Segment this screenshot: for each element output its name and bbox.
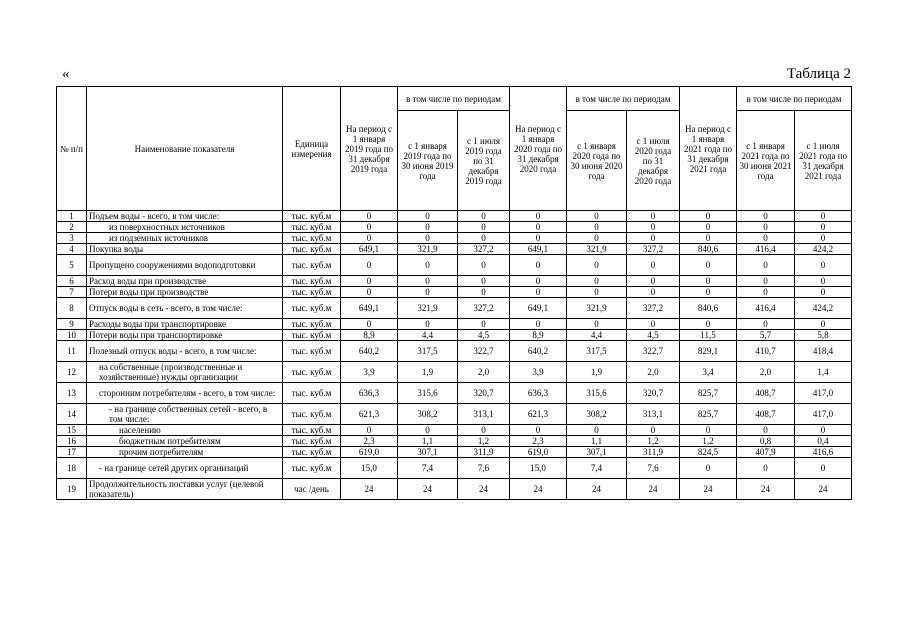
row-value: 0 (458, 222, 510, 233)
row-value: 0 (737, 211, 795, 222)
row-value: 640,2 (510, 341, 567, 362)
row-value: 311,9 (627, 447, 680, 458)
row-value: 322,7 (627, 341, 680, 362)
row-value: 410,7 (737, 341, 795, 362)
row-value: 307,1 (398, 447, 458, 458)
row-value: 649,1 (341, 298, 398, 319)
row-value: 3,4 (680, 362, 737, 383)
row-value: 0 (458, 255, 510, 276)
row-value: 313,1 (627, 404, 680, 425)
row-value: 24 (737, 479, 795, 500)
header-period-2019: На период с 1 января 2019 года по 31 декабря 2019 года (341, 87, 398, 211)
header-name: Наименование показателя (87, 87, 283, 211)
row-value: 0 (680, 458, 737, 479)
row-value: 0 (627, 276, 680, 287)
row-value: 0 (341, 233, 398, 244)
row-value: 0 (458, 425, 510, 436)
row-value: 321,9 (567, 244, 627, 255)
header-group-2020: в том числе по периодам (567, 87, 680, 111)
row-value: 24 (458, 479, 510, 500)
row-value: 0 (510, 276, 567, 287)
row-value: 0 (680, 319, 737, 330)
row-value: 0 (341, 287, 398, 298)
row-value: 24 (680, 479, 737, 500)
row-name: из подземных источников (87, 233, 283, 244)
row-value: 0 (680, 211, 737, 222)
row-value: 0 (737, 319, 795, 330)
row-value: 5,7 (737, 330, 795, 341)
row-value: 308,2 (567, 404, 627, 425)
row-value: 0 (510, 319, 567, 330)
row-name: Пропущено сооружениями водоподготовки (87, 255, 283, 276)
row-value: 24 (795, 479, 852, 500)
row-value: 327,2 (627, 244, 680, 255)
row-unit: час /день (283, 479, 341, 500)
header-period-2021: На период с 1 января 2021 года по 31 декабря 2021 года (680, 87, 737, 211)
table-row (57, 233, 852, 244)
row-value: 8,9 (510, 330, 567, 341)
row-value: 0 (795, 425, 852, 436)
row-value: 619,0 (341, 447, 398, 458)
row-value: 327,2 (458, 244, 510, 255)
row-value: 2,0 (737, 362, 795, 383)
row-number: 11 (57, 341, 87, 362)
row-value: 840,6 (680, 244, 737, 255)
row-value: 0 (398, 425, 458, 436)
row-value: 0 (795, 319, 852, 330)
row-number: 7 (57, 287, 87, 298)
row-value: 320,7 (458, 383, 510, 404)
table-body (57, 211, 852, 500)
row-value: 417,0 (795, 404, 852, 425)
row-value: 0,4 (795, 436, 852, 447)
row-value: 0 (627, 255, 680, 276)
row-value: 2,0 (458, 362, 510, 383)
row-value: 24 (567, 479, 627, 500)
row-unit: тыс. куб.м (283, 298, 341, 319)
row-value: 7,6 (627, 458, 680, 479)
row-value: 0 (567, 222, 627, 233)
row-value: 24 (627, 479, 680, 500)
row-name: Отпуск воды в сеть - всего, в том числе: (87, 298, 283, 319)
row-value: 1,9 (398, 362, 458, 383)
row-unit: тыс. куб.м (283, 341, 341, 362)
row-name: Потери воды при транспортировке (87, 330, 283, 341)
row-value: 0 (567, 319, 627, 330)
row-unit: тыс. куб.м (283, 425, 341, 436)
row-value: 322,7 (458, 341, 510, 362)
row-value: 24 (398, 479, 458, 500)
row-name: - на границе собственных сетей - всего, в том числе: (87, 404, 283, 425)
row-value: 0 (567, 287, 627, 298)
row-unit: тыс. куб.м (283, 211, 341, 222)
row-value: 0 (680, 276, 737, 287)
row-value: 636,3 (510, 383, 567, 404)
row-value: 649,1 (510, 298, 567, 319)
row-unit: тыс. куб.м (283, 362, 341, 383)
row-number: 4 (57, 244, 87, 255)
row-value: 2,0 (627, 362, 680, 383)
header-h1-2021: с 1 января 2021 года по 30 июня 2021 года (737, 111, 795, 211)
row-value: 0 (398, 319, 458, 330)
row-value: 1,2 (627, 436, 680, 447)
table-row (57, 222, 852, 233)
row-value: 0 (567, 233, 627, 244)
row-value: 0 (680, 287, 737, 298)
row-unit: тыс. куб.м (283, 255, 341, 276)
row-value: 321,9 (398, 298, 458, 319)
row-value: 824,5 (680, 447, 737, 458)
row-number: 8 (57, 298, 87, 319)
row-value: 320,7 (627, 383, 680, 404)
row-value: 0 (680, 255, 737, 276)
row-value: 24 (510, 479, 567, 500)
row-value: 4,5 (458, 330, 510, 341)
row-name: Покупка воды (87, 244, 283, 255)
row-unit: тыс. куб.м (283, 244, 341, 255)
row-value: 0 (341, 425, 398, 436)
row-number: 13 (57, 383, 87, 404)
row-name: Потери воды при производстве (87, 287, 283, 298)
row-number: 15 (57, 425, 87, 436)
table-header (57, 87, 852, 211)
table-row (57, 287, 852, 298)
row-value: 825,7 (680, 383, 737, 404)
row-value: 407,9 (737, 447, 795, 458)
row-value: 315,6 (567, 383, 627, 404)
row-value: 0 (341, 211, 398, 222)
row-unit: тыс. куб.м (283, 458, 341, 479)
table-row (57, 458, 852, 479)
table-row (57, 362, 852, 383)
table-row (57, 211, 852, 222)
row-number: 5 (57, 255, 87, 276)
row-value: 0 (627, 222, 680, 233)
row-value: 327,2 (458, 298, 510, 319)
row-value: 315,6 (398, 383, 458, 404)
row-value: 0 (341, 222, 398, 233)
row-value: 418,4 (795, 341, 852, 362)
row-value: 1,2 (680, 436, 737, 447)
row-value: 4,4 (567, 330, 627, 341)
row-name: из поверхностных источников (87, 222, 283, 233)
row-value: 424,2 (795, 244, 852, 255)
row-value: 416,4 (737, 298, 795, 319)
row-name: - на границе сетей других организаций (87, 458, 283, 479)
row-value: 0 (398, 276, 458, 287)
row-value: 0 (680, 222, 737, 233)
table-row (57, 479, 852, 500)
row-unit: тыс. куб.м (283, 222, 341, 233)
row-unit: тыс. куб.м (283, 436, 341, 447)
row-value: 2,3 (510, 436, 567, 447)
header-period-2020: На период с 1 января 2020 года по 31 декабря 2020 года (510, 87, 567, 211)
row-value: 1,2 (458, 436, 510, 447)
row-value: 0 (737, 233, 795, 244)
row-value: 0 (567, 425, 627, 436)
row-value: 4,5 (627, 330, 680, 341)
row-value: 0 (795, 222, 852, 233)
row-value: 2,3 (341, 436, 398, 447)
row-unit: тыс. куб.м (283, 287, 341, 298)
header-group-2019: в том числе по периодам (398, 87, 510, 111)
row-name: бюджетным потребителям (87, 436, 283, 447)
row-name: Продолжительность поставки услуг (целевой показатель) (87, 479, 283, 500)
table-row (57, 447, 852, 458)
row-number: 16 (57, 436, 87, 447)
table-row (57, 383, 852, 404)
row-value: 317,5 (398, 341, 458, 362)
row-value: 621,3 (341, 404, 398, 425)
header-h2-2021: с 1 июля 2021 года по 31 декабря 2021 года (795, 111, 852, 211)
row-value: 3,9 (341, 362, 398, 383)
row-unit: тыс. куб.м (283, 276, 341, 287)
row-value: 4,4 (398, 330, 458, 341)
row-value: 311,9 (458, 447, 510, 458)
row-value: 424,2 (795, 298, 852, 319)
row-value: 1,9 (567, 362, 627, 383)
row-value: 307,1 (567, 447, 627, 458)
opening-quote-mark: « (62, 66, 70, 82)
row-unit: тыс. куб.м (283, 330, 341, 341)
row-value: 840,6 (680, 298, 737, 319)
row-value: 0 (510, 233, 567, 244)
row-name: прочим потребителям (87, 447, 283, 458)
row-value: 0 (795, 211, 852, 222)
row-number: 2 (57, 222, 87, 233)
row-value: 7,4 (398, 458, 458, 479)
row-value: 0 (795, 458, 852, 479)
table-row (57, 319, 852, 330)
row-value: 0 (795, 287, 852, 298)
row-value: 621,3 (510, 404, 567, 425)
row-value: 327,2 (627, 298, 680, 319)
row-value: 0 (510, 425, 567, 436)
row-number: 9 (57, 319, 87, 330)
row-value: 1,4 (795, 362, 852, 383)
row-value: 317,5 (567, 341, 627, 362)
row-number: 3 (57, 233, 87, 244)
header-num: № п/п (57, 87, 87, 211)
row-value: 640,2 (341, 341, 398, 362)
row-value: 0 (627, 233, 680, 244)
row-value: 0 (341, 319, 398, 330)
row-value: 636,3 (341, 383, 398, 404)
row-value: 1,1 (398, 436, 458, 447)
row-value: 1,1 (567, 436, 627, 447)
row-value: 0 (737, 458, 795, 479)
row-value: 7,4 (567, 458, 627, 479)
row-value: 417,0 (795, 383, 852, 404)
row-value: 0 (627, 425, 680, 436)
row-value: 11,5 (680, 330, 737, 341)
row-value: 0 (737, 287, 795, 298)
row-value: 0 (627, 287, 680, 298)
row-value: 15,0 (510, 458, 567, 479)
water-indicators-table (56, 86, 852, 500)
row-value: 0 (795, 233, 852, 244)
row-value: 313,1 (458, 404, 510, 425)
row-value: 0 (795, 255, 852, 276)
row-value: 0,8 (737, 436, 795, 447)
row-value: 0 (398, 222, 458, 233)
row-value: 0 (398, 255, 458, 276)
table-row (57, 436, 852, 447)
row-value: 3,9 (510, 362, 567, 383)
row-number: 17 (57, 447, 87, 458)
row-name: сторонним потребителям - всего, в том числе: (87, 383, 283, 404)
row-value: 321,9 (567, 298, 627, 319)
row-value: 0 (510, 211, 567, 222)
row-value: 321,9 (398, 244, 458, 255)
header-h2-2020: с 1 июля 2020 года по 31 декабря 2020 года (627, 111, 680, 211)
row-value: 5,8 (795, 330, 852, 341)
row-value: 649,1 (341, 244, 398, 255)
row-value: 619,0 (510, 447, 567, 458)
table-row (57, 255, 852, 276)
row-unit: тыс. куб.м (283, 447, 341, 458)
row-name: населению (87, 425, 283, 436)
row-number: 14 (57, 404, 87, 425)
row-value: 0 (627, 319, 680, 330)
row-unit: тыс. куб.м (283, 404, 341, 425)
row-value: 0 (458, 211, 510, 222)
row-unit: тыс. куб.м (283, 319, 341, 330)
row-value: 0 (458, 276, 510, 287)
row-value: 0 (458, 233, 510, 244)
row-number: 19 (57, 479, 87, 500)
row-value: 0 (341, 255, 398, 276)
row-value: 8,9 (341, 330, 398, 341)
header-h1-2019: с 1 января 2019 года по 30 июня 2019 года (398, 111, 458, 211)
row-value: 0 (458, 287, 510, 298)
row-value: 0 (567, 276, 627, 287)
header-h1-2020: с 1 января 2020 года по 30 июня 2020 года (567, 111, 627, 211)
row-value: 0 (341, 276, 398, 287)
row-number: 10 (57, 330, 87, 341)
row-value: 0 (510, 222, 567, 233)
row-value: 0 (567, 211, 627, 222)
row-value: 0 (567, 255, 627, 276)
row-number: 12 (57, 362, 87, 383)
table-row (57, 425, 852, 436)
table-row (57, 276, 852, 287)
table-caption: Таблица 2 (786, 66, 851, 82)
row-value: 0 (510, 287, 567, 298)
row-unit: тыс. куб.м (283, 233, 341, 244)
row-value: 416,6 (795, 447, 852, 458)
row-value: 15,0 (341, 458, 398, 479)
header-unit: Единица измерения (283, 87, 341, 211)
row-value: 7,6 (458, 458, 510, 479)
row-value: 0 (737, 255, 795, 276)
table-row (57, 298, 852, 319)
row-value: 408,7 (737, 404, 795, 425)
row-name: Расходы воды при транспортировке (87, 319, 283, 330)
header-h2-2019: с 1 июля 2019 года по 31 декабря 2019 года (458, 111, 510, 211)
row-name: Подъем воды - всего, в том числе: (87, 211, 283, 222)
row-value: 0 (458, 319, 510, 330)
row-value: 0 (398, 233, 458, 244)
row-name: на собственные (производственные и хозяйственные) нужды организации (87, 362, 283, 383)
row-value: 0 (398, 287, 458, 298)
row-value: 0 (398, 211, 458, 222)
row-name: Расход воды при производстве (87, 276, 283, 287)
row-value: 416,4 (737, 244, 795, 255)
row-value: 0 (510, 255, 567, 276)
header-group-2021: в том числе по периодам (737, 87, 852, 111)
table-row (57, 330, 852, 341)
table-row (57, 341, 852, 362)
row-value: 408,7 (737, 383, 795, 404)
row-value: 308,2 (398, 404, 458, 425)
row-value: 0 (737, 222, 795, 233)
table-row (57, 404, 852, 425)
row-unit: тыс. куб.м (283, 383, 341, 404)
row-value: 0 (627, 211, 680, 222)
row-value: 829,1 (680, 341, 737, 362)
row-number: 6 (57, 276, 87, 287)
row-value: 649,1 (510, 244, 567, 255)
row-value: 825,7 (680, 404, 737, 425)
table-row (57, 244, 852, 255)
row-value: 0 (680, 425, 737, 436)
row-value: 0 (737, 425, 795, 436)
row-value: 24 (341, 479, 398, 500)
row-number: 1 (57, 211, 87, 222)
row-value: 0 (680, 233, 737, 244)
row-value: 0 (795, 276, 852, 287)
row-name: Полезный отпуск воды - всего, в том числе: (87, 341, 283, 362)
row-value: 0 (737, 276, 795, 287)
row-number: 18 (57, 458, 87, 479)
